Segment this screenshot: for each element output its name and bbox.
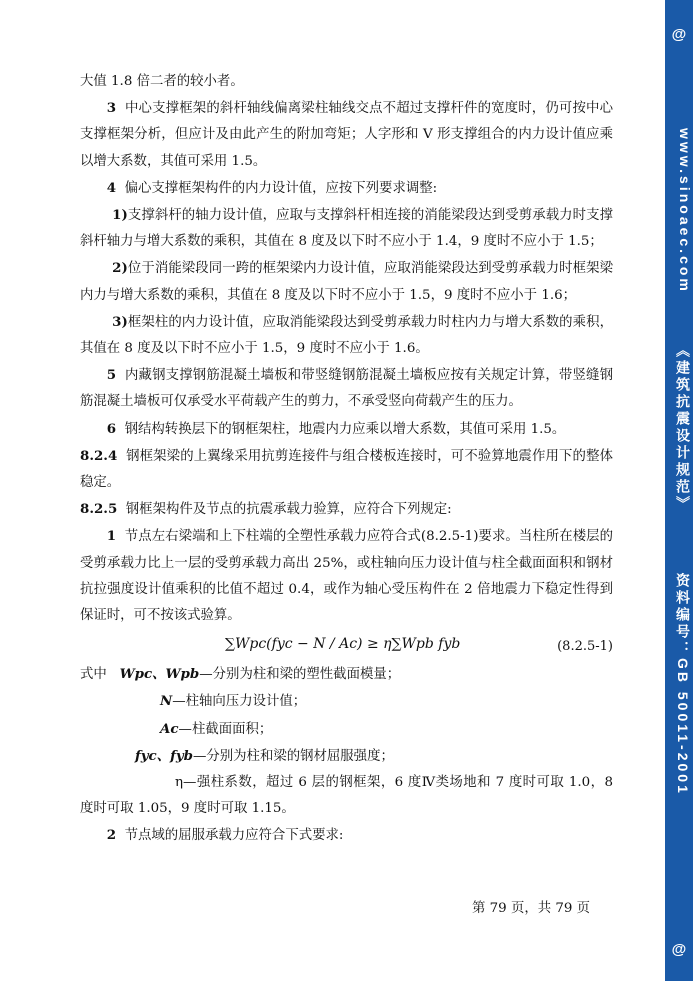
paragraph bbox=[80, 95, 613, 175]
paragraph bbox=[80, 416, 613, 443]
definition bbox=[80, 716, 613, 743]
clause bbox=[80, 496, 613, 523]
formula-block bbox=[80, 631, 613, 661]
paragraph-text: 支撑斜杆的轴力设计值，应取与支撑斜杆相连接的消能梁段达到受剪承载力时支撑斜杆轴力与增大系数的乘积，其值在 8 度及以下时不应小于 1.4，9 度时不应小于 1.5； bbox=[80, 208, 613, 250]
paragraph: 大值 1.8 倍二者的较小者。 bbox=[80, 74, 244, 89]
clause-text: 钢框架梁的上翼缘采用抗剪连接件与组合楼板连接时，可不验算地震作用下的整体稳定。 bbox=[80, 448, 614, 491]
formula-expression: ∑Wpc(fyc − N / Ac) ≥ η∑Wpb fyb bbox=[225, 636, 461, 653]
paragraph-text: 节点左右梁端和上下柱端的全塑性承载力应符合式(8.2.5-1)要求。当柱所在楼层的受剪承载力比上一层的受剪承载力高出 25%，或柱轴向压力设计值与柱全截面面积和钢材抗拉强度设计值乘积的比值不超过 0.4，或作为轴心受压构件在 2 倍地震力下稳定性得到保证时，可不按该式验算。 bbox=[80, 529, 614, 624]
definition-prefix: 式中 bbox=[80, 667, 107, 683]
item-number: 2) bbox=[112, 260, 128, 277]
item-number: 3 bbox=[106, 100, 117, 117]
item-number: 6 bbox=[106, 420, 117, 437]
definition bbox=[80, 661, 613, 688]
item-number: 1) bbox=[112, 207, 128, 224]
item-number: 1 bbox=[106, 528, 117, 545]
formula-number: (8.2.5-1) bbox=[557, 639, 613, 655]
symbol: η bbox=[175, 775, 184, 791]
sidebar-banner bbox=[665, 0, 693, 981]
page-footer: 第 79 页，共 79 页 bbox=[472, 901, 591, 916]
doc-number-text: 资料编号：GB 50011-2001 bbox=[675, 573, 691, 796]
clause bbox=[80, 443, 613, 496]
paragraph bbox=[80, 362, 613, 415]
paragraph-text: 位于消能梁段同一跨的框架梁内力设计值，应取消能梁段达到受剪承载力时框架梁内力与增大系数的乘积，其值在 8 度及以下时不应小于 1.5，9 度时不应小于 1.6； bbox=[80, 261, 613, 303]
symbol: Ac bbox=[160, 720, 179, 737]
paragraph-text: 偏心支撑框架构件的内力设计值，应按下列要求调整: bbox=[124, 180, 438, 196]
symbol: fyc、fyb bbox=[135, 747, 193, 764]
symbol: N bbox=[160, 693, 173, 710]
definition-text: —分别为柱和梁的钢材屈服强度； bbox=[193, 748, 394, 764]
item-number: 4 bbox=[106, 179, 117, 196]
paragraph bbox=[80, 309, 613, 362]
paragraph-text: 钢结构转换层下的钢框架柱，地震内力应乘以增大系数，其值可采用 1.5。 bbox=[124, 421, 566, 437]
book-title-text: 《建筑抗震设计规范》 bbox=[675, 343, 691, 513]
item-number: 3) bbox=[112, 313, 128, 330]
paragraph-text: 节点域的屈服承载力应符合下式要求: bbox=[124, 828, 344, 844]
paragraph bbox=[80, 255, 613, 308]
definition bbox=[80, 688, 613, 715]
item-number: 5 bbox=[106, 367, 117, 384]
at-symbol-bottom: @ bbox=[671, 941, 687, 958]
paragraph bbox=[80, 175, 613, 202]
definition bbox=[80, 770, 613, 822]
paragraph-text: 框架柱的内力设计值，应取消能梁段达到受剪承载力时柱内力与增大系数的乘积，其值在 8 度及以下时不应小于 1.5，9 度时不应小于 1.6。 bbox=[80, 314, 613, 357]
symbol: Wpc、Wpb bbox=[119, 666, 200, 683]
definition-text: —柱轴向压力设计值； bbox=[172, 694, 307, 710]
clause-number: 8.2.4 bbox=[80, 447, 118, 464]
paragraph-text: 中心支撑框架的斜杆轴线偏离梁柱轴线交点不超过支撑杆件的宽度时，仍可按中心支撑框架分析，但应计及由此产生的附加弯矩；人字形和 V 形支撑组合的内力设计值应乘以增大系数，其值可采用 1.5。 bbox=[80, 101, 614, 169]
definition-text: —强柱系数，超过 6 层的钢框架，6 度Ⅳ类场地和 7 度时可取 1.0，8 度时可取 1.05，9 度时可取 1.15。 bbox=[80, 775, 613, 817]
website-text: www.sinoaec.com bbox=[677, 128, 693, 294]
paragraph bbox=[80, 822, 613, 849]
document-body bbox=[80, 69, 613, 850]
definition-text: —柱截面面积； bbox=[178, 721, 273, 737]
definition-text: —分别为柱和梁的塑性截面模量； bbox=[199, 667, 401, 683]
paragraph-text: 内藏钢支撑钢筋混凝土墙板和带竖缝钢筋混凝土墙板应按有关规定计算，带竖缝钢筋混凝土墙板可仅承受水平荷载产生的剪力，不承受竖向荷载产生的压力。 bbox=[80, 368, 614, 410]
paragraph bbox=[80, 523, 613, 629]
at-symbol-top: @ bbox=[671, 26, 687, 43]
clause-text: 钢框架构件及节点的抗震承载力验算，应符合下列规定: bbox=[125, 502, 452, 518]
definition bbox=[80, 743, 613, 770]
clause-number: 8.2.5 bbox=[80, 501, 118, 518]
item-number: 2 bbox=[106, 827, 117, 844]
paragraph bbox=[80, 202, 613, 255]
